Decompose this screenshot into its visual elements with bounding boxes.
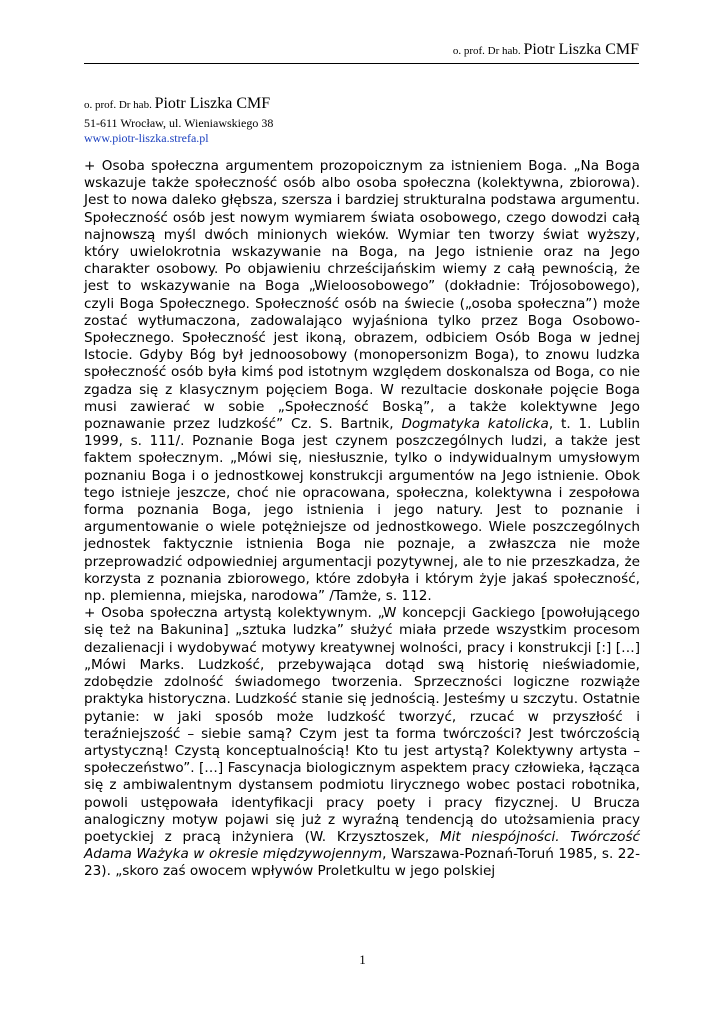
header-author-name: Piotr Liszka CMF (523, 41, 639, 58)
author-name: Piotr Liszka CMF (154, 95, 271, 112)
author-block (84, 94, 639, 145)
paragraph-1 (84, 158, 640, 605)
paragraph-2 (84, 605, 640, 880)
paragraph-2-italic-title: Mit niespójności. Twórczość Adama Ważyka w okresie międzywojennym (84, 828, 641, 863)
paragraph-1-text-b: , t. 1. Lublin 1999, s. 111/. Poznanie Boga jest czynem poszczególnych ludzi, a także jest faktem społecznym. „Mówi się, niesłusznie, tylko o indywidualnym umysłowym poznaniu Boga i o jednostkowej konstrukcji argumentów na Jego istnienie. Obok tego istnieje jeszcze, choć nie opracowana, społeczna, kolektywna i zespołowa forma poznania Boga, jego istnienia i jego natury. Jest to poznanie i argumentowanie o wiele potężniejsze od jednostkowego. Wiele poszczególnych jednostek faktycznie istnienia Boga nie poznaje, a zwłaszcza nie może przeprowadzić odpowiedniej argumentacji pozytywnej, ale to nie przeszkadza, że korzysta z poznania zbiorowego, które zdobyła i którym żyje jakaś społeczność, np. plemienna, miejska, narodowa” /Tamże, s. 112. (84, 416, 640, 605)
author-address: 51-611 Wrocław, ul. Wieniawskiego 38 (84, 116, 274, 130)
document-body (84, 158, 640, 881)
header-divider (84, 63, 639, 64)
author-title-line (84, 94, 639, 115)
author-website-link[interactable]: www.piotr-liszka.strefa.pl (84, 131, 209, 145)
paragraph-1-text-a: + Osoba społeczna argumentem prozopoicznym za istnieniem Boga. „Na Boga wskazuje także społeczność osób albo osoba społeczna (kolektywna, zbiorowa). Jest to nowa daleko głębsza, szersza i bardziej strukturalna podstawa argumentu. Społeczność osób jest nowym wymiarem świata osobowego, czego dowodzi całą najnowszą myśl dwóch minionych wieków. Wymiar ten tworzy świat wyższy, który uwielokrotnia wskazywanie na Boga, na Jego istnienie oraz na Jego charakter osobowy. Po objawieniu chrześcijańskim wiemy z całą pewnością, że jest to wskazywanie na Boga „Wieloosobowego” (dokładnie: Trójosobowego), czyli Boga Społecznego. Społeczność osób na świecie („osoba społeczna”) może zostać wytłumaczona, zadowalająco wyjaśniona tylko przez Boga Osobowo-Społecznego. Społeczność jest ikoną, obrazem, odbiciem Osób Boga w jednej Istocie. Gdyby Bóg był jednoosobowy (monopersonizm Boga), to znowu ludzka społeczność osób była kimś pod istotnym względem doskonalsza od Boga, co nie zgadza się z klasycznym pojęciem Boga. W rezultacie doskonałe pojęcie Boga musi zawierać w sobie „Społeczność Boską”, a także kolektywne Jego poznawanie przez ludzkość” Cz. S. Bartnik, (84, 158, 640, 433)
author-prefix: o. prof. Dr hab. (84, 99, 152, 111)
paragraph-1-italic-title: Dogmatyka katolicka (401, 416, 549, 433)
paragraph-2-text-a: + Osoba społeczna artystą kolektywnym. „W koncepcji Gackiego [powołującego się też na Bakunina] „sztuka ludzka” służyć miała przede wszystkim procesom dezalienacji i wydobywać motywy kreatywnej wolności, pracy i konstrukcji [:] […] „Mówi Marks. Ludzkość, przebywająca dotąd swą historię nieświadomie, zdobędzie zdolność świadomego tworzenia. Sprzeczności logiczne rozwiąże praktyka historyczna. Ludzkość stanie się jednością. Jesteśmy u szczytu. Ostatnie pytanie: w jaki sposób może ludzkość tworzyć, rzucać w przyszłość i teraźniejszość – siebie samą? Czym jest ta forma twórczości? Jest twórczością artystyczną! Czystą konceptualnością! Kto tu jest artystą? Kolektywny artysta – społeczeństwo”. […] Fascynacja biologicznym aspektem pracy człowieka, łącząca się z ambiwalentnym dystansem podmiotu lirycznego wobec postaci robotnika, powoli ustępowała identyfikacji pracy poety i pracy fizycznej. U Brucza analogiczny motyw pojawi się już z wyraźną tendencją do utożsamienia pracy poetyckiej z pracą inżyniera (W. Krzysztoszek, (84, 605, 640, 845)
header-prefix: o. prof. Dr hab. (452, 45, 521, 57)
running-header (84, 40, 639, 64)
page-number: 1 (359, 952, 366, 967)
paragraph-2-text-b: , Warszawa-Poznań-Toruń 1985, s. 22-23). „skoro zaś owocem wpływów Proletkultu w jego polskiej (84, 846, 641, 880)
